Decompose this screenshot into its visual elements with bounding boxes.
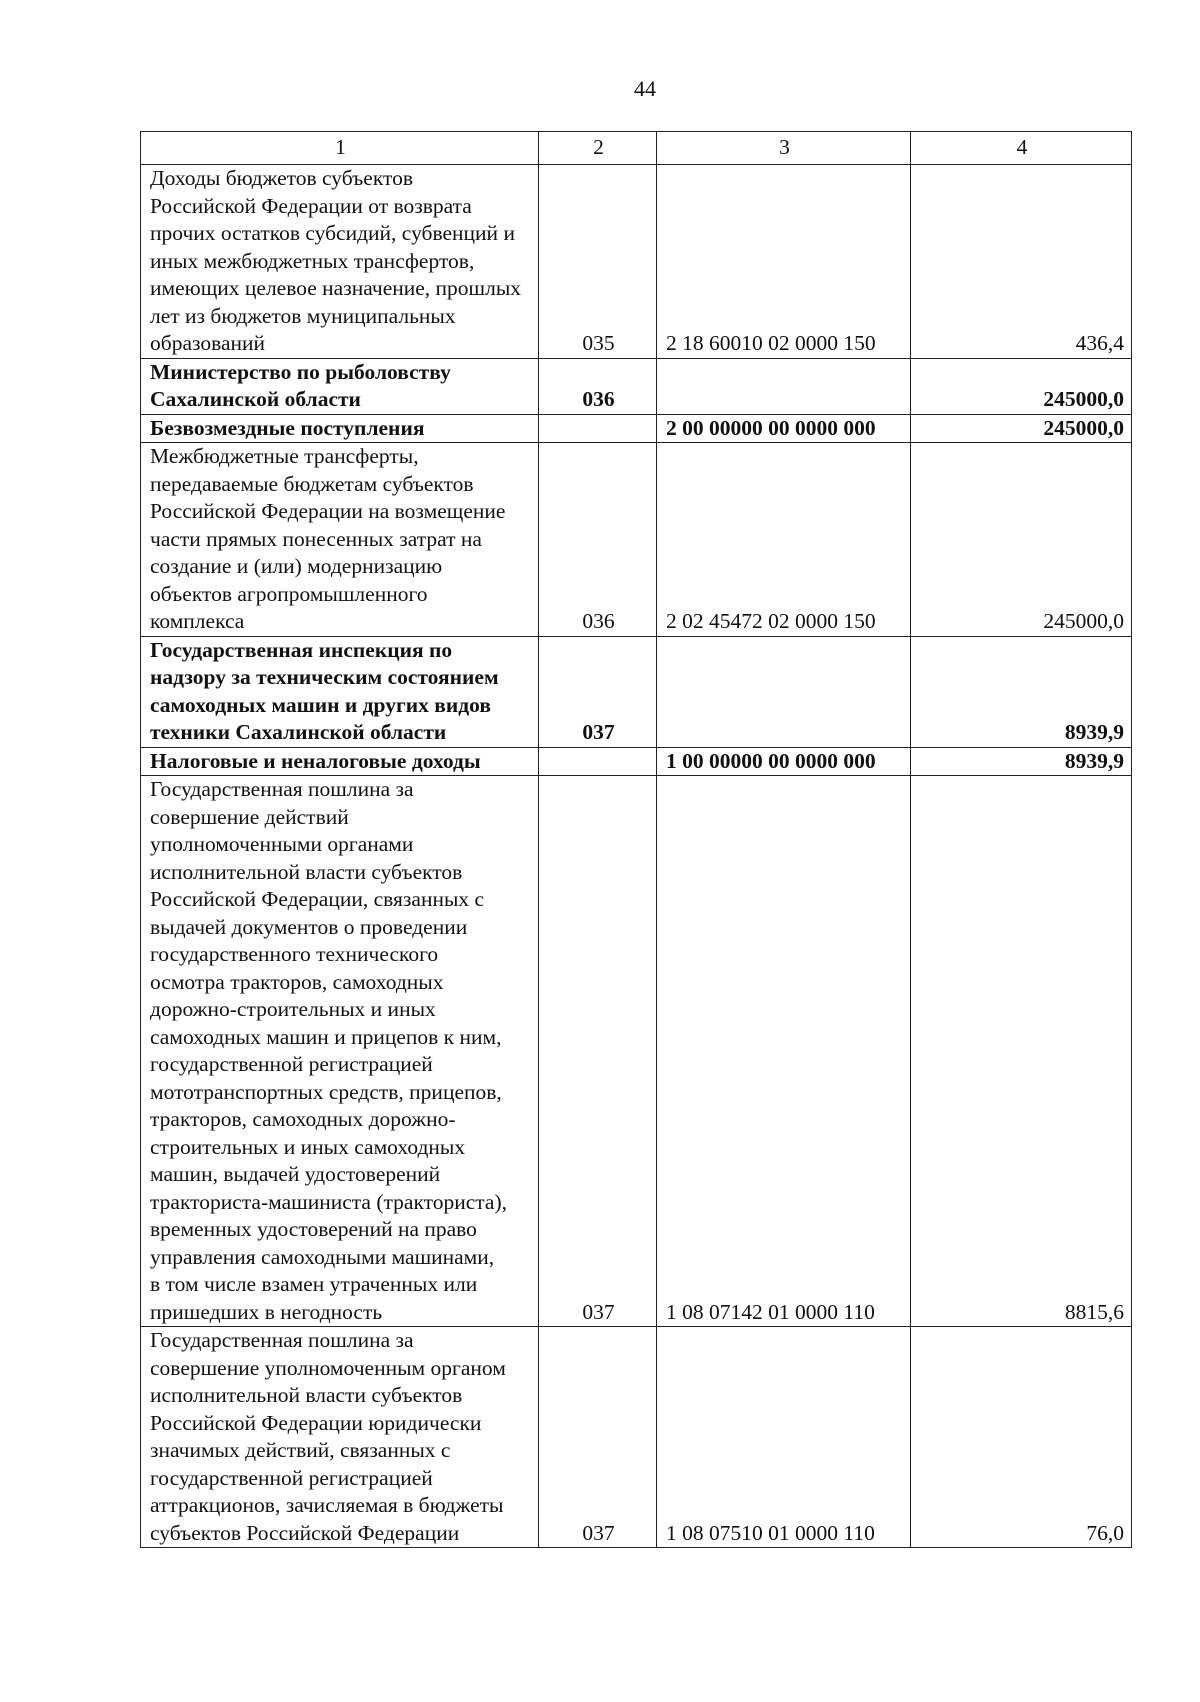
row-code: 037 [539,636,657,747]
revenue-table [140,131,1132,1548]
row-amount: 8939,9 [911,636,1132,747]
row-code: 037 [539,776,657,1327]
row-name: Доходы бюджетов субъектов Российской Федерации от возврата прочих остатков субсидий, субвенций и иных межбюджетных трансфертов, имеющих целевое назначение, прошлых лет из бюджетов муниципальных образований [150,166,522,355]
table-row [141,358,1132,414]
table-row [141,776,1132,1327]
row-amount: 245000,0 [911,358,1132,414]
row-name: Министерство по рыболовству Сахалинской области [150,359,451,411]
row-kbk [657,358,911,414]
table-row [141,747,1132,776]
row-code: 035 [539,165,657,359]
row-code: 036 [539,443,657,637]
column-header-2: 2 [539,132,657,165]
row-amount: 245000,0 [911,443,1132,637]
page-number: 44 [634,76,656,101]
row-kbk: 1 00 00000 00 0000 000 [657,747,911,776]
row-amount: 8815,6 [911,776,1132,1327]
row-name: Межбюджетные трансферты, передаваемые бюджетам субъектов Российской Федерации на возмещение части прямых понесенных затрат на создание и (или) модернизацию объектов агропромышленного комплекса [150,444,506,633]
header-row [141,132,1132,165]
row-kbk: 2 00 00000 00 0000 000 [657,414,911,443]
column-header-1: 1 [141,132,539,165]
row-name: Налоговые и неналоговые доходы [150,748,481,773]
row-kbk: 2 18 60010 02 0000 150 [657,165,911,359]
column-header-4: 4 [911,132,1132,165]
row-code: 036 [539,358,657,414]
row-code [539,747,657,776]
row-kbk: 1 08 07510 01 0000 110 [657,1327,911,1548]
table-row [141,165,1132,359]
row-name: Государственная пошлина за совершение действий уполномоченными органами исполнительной власти субъектов Российской Федерации, связанных с выдачей документов о проведении государственного технического осмотра тракторов, самоходных дорожно-строительных и иных самоходных машин и прицепов к ним, государственной регистрацией мототранспортных средств, прицепов, тракторов, самоходных дорожно- строительных и иных самоходных машин, выдачей удостоверений тракториста-машиниста (тракториста), временных удостоверений на право управления самоходными машинами, в том числе взамен утраченных или пришедших в негодность [150,777,507,1324]
row-amount: 436,4 [911,165,1132,359]
row-amount: 8939,9 [911,747,1132,776]
row-name: Государственная пошлина за совершение уполномоченным органом исполнительной власти субъектов Российской Федерации юридически значимых действий, связанных с государственной регистрацией аттракционов, зачисляемая в бюджеты субъектов Российской Федерации [150,1328,506,1545]
column-header-3: 3 [657,132,911,165]
row-amount: 76,0 [911,1327,1132,1548]
row-name: Государственная инспекция по надзору за техническим состоянием самоходных машин и других видов техники Сахалинской области [150,637,499,744]
table-row [141,443,1132,637]
table-row [141,1327,1132,1548]
table-row [141,636,1132,747]
row-name: Безвозмездные поступления [150,415,425,440]
row-code: 037 [539,1327,657,1548]
row-amount: 245000,0 [911,414,1132,443]
row-kbk: 2 02 45472 02 0000 150 [657,443,911,637]
row-kbk: 1 08 07142 01 0000 110 [657,776,911,1327]
row-code [539,414,657,443]
table-row [141,414,1132,443]
row-kbk [657,636,911,747]
